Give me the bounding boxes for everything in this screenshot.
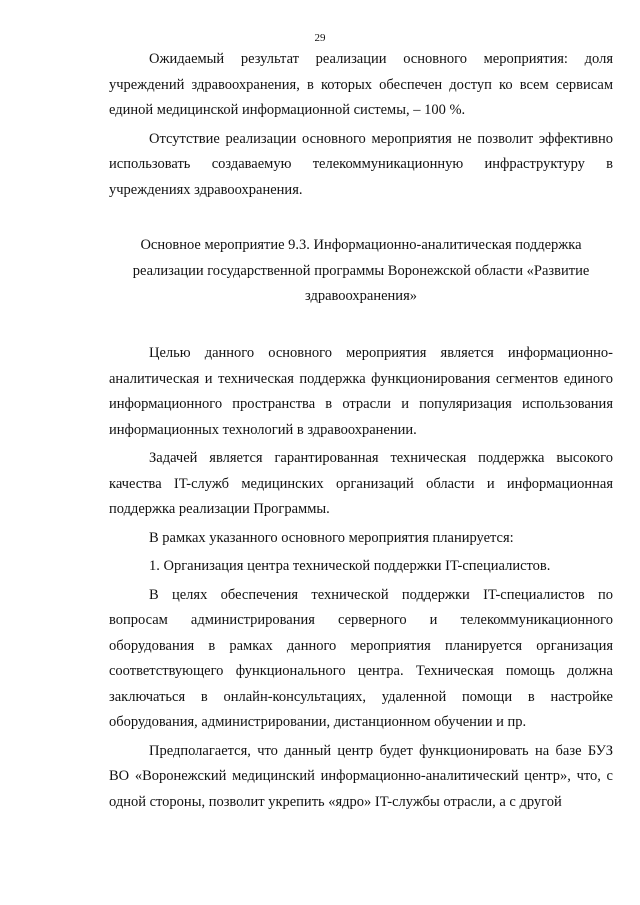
paragraph-planned-intro: В рамках указанного основного мероприятия планируется: [149,529,514,546]
paragraph-support-center: В целях обеспечения технической поддержки IT-специалистов по вопросам администрирования серверного и телекоммуникационного оборудования в рамках данного мероприятия планируется организация соответствующего функционального центра. Техническая помощь должна заключаться в онлайн-консультациях, удаленной помощи в настройке оборудования, администрировании, дистанционном обучении и пр. [109,586,613,730]
paragraph-expected-result: Ожидаемый результат реализации основного мероприятия: доля учреждений здравоохранения, в которых обеспечен доступ ко всем сервисам единой медицинской информационной системы, – 100 %. [109,51,613,118]
paragraph-list-item-1: 1. Организация центра технической поддержки IT-специалистов. [149,558,551,574]
section-heading-block [109,233,613,310]
page-number: 29 [314,32,326,44]
section-top [109,47,613,203]
paragraph-assumption: Предполагается, что данный центр будет функционировать на базе БУЗ ВО «Воронежский медицинский информационно-аналитический центр», что, с одной стороны, позволит укрепить «ядро» IT-службы отрасли, а с другой [109,742,613,810]
paragraph-goal: Целью данного основного мероприятия является информационно-аналитическая и техническая поддержка функционирования сегментов единого информационного пространства в отрасли и популяризация использования информационных технологий в здравоохранении. [109,345,613,438]
paragraph-absence-consequence: Отсутствие реализации основного мероприятия не позволит эффективно использовать создаваемую телекоммуникационную инфраструктуру в учреждениях здравоохранения. [109,130,613,198]
section-body [109,341,613,815]
section-heading: Основное мероприятие 9.3. Информационно-аналитическая поддержка реализации государственной программы Воронежской области «Развитие здравоохранения» [132,237,590,304]
paragraph-task: Задачей является гарантированная техническая поддержка высокого качества IT-служб медицинских организаций области и информационная поддержка реализации Программы. [109,450,613,517]
